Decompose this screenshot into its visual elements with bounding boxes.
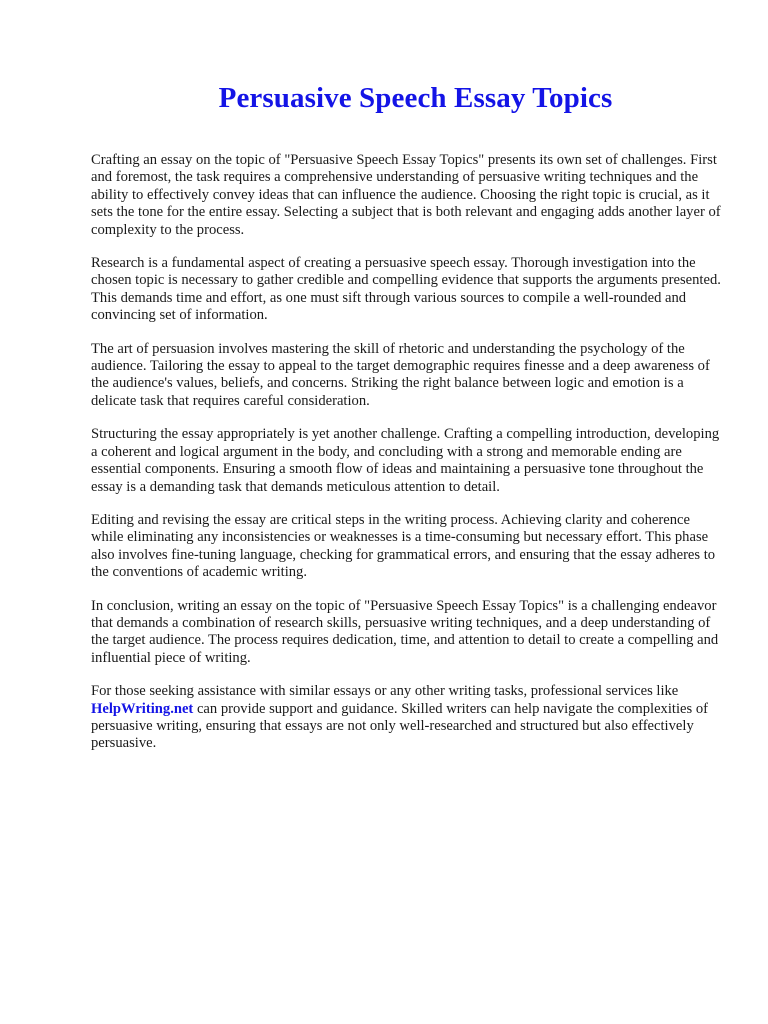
assistance-text-before: For those seeking assistance with similar essays or any other writing tasks, professional services like [91, 683, 679, 700]
paragraph-assistance [91, 683, 722, 753]
helpwriting-link[interactable]: HelpWriting.net [91, 700, 194, 717]
paragraph-editing: Editing and revising the essay are critical steps in the writing process. Achieving clarity and coherence while eliminating any inconsistencies or weaknesses is a time-consuming but necessary effort. This phase also involves fine-tuning language, checking for grammatical errors, and ensuring that the essay adheres to the conventions of academic writing. [91, 511, 716, 581]
document-body [91, 152, 722, 753]
paragraph-intro: Crafting an essay on the topic of "Persuasive Speech Essay Topics" presents its own set of challenges. First and foremost, the task requires a comprehensive understanding of persuasive writing techniques and the ability to effectively convey ideas that can influence the audience. Choosing the right topic is crucial, as it sets the tone for the entire essay. Selecting a subject that is both relevant and engaging adds another layer of complexity to the process. [91, 152, 721, 238]
paragraph-structure: Structuring the essay appropriately is yet another challenge. Crafting a compelling introduction, developing a coherent and logical argument in the body, and concluding with a strong and memorable ending are essential components. Ensuring a smooth flow of ideas and maintaining a persuasive tone throughout the essay is a demanding task that demands meticulous attention to detail. [91, 426, 720, 495]
paragraph-persuasion: The art of persuasion involves mastering the skill of rhetoric and understanding the psychology of the audience. Tailoring the essay to appeal to the target demographic requires finesse and a deep awareness of the audience's values, beliefs, and concerns. Striking the right balance between logic and emotion is a delicate task that requires careful consideration. [91, 340, 710, 409]
paragraph-research: Research is a fundamental aspect of creating a persuasive speech essay. Thorough investigation into the chosen topic is necessary to gather credible and compelling evidence that supports the arguments presented. This demands time and effort, as one must sift through various sources to compile a well-rounded and convincing set of information. [91, 255, 721, 324]
document-title: Persuasive Speech Essay Topics [218, 82, 613, 114]
assistance-text-after: can provide support and guidance. Skilled writers can help navigate the complexities of persuasive writing, ensuring that essays are not only well-researched and structured but also effectively persuasive. [91, 700, 708, 752]
paragraph-conclusion: In conclusion, writing an essay on the topic of "Persuasive Speech Essay Topics" is a challenging endeavor that demands a combination of research skills, persuasive writing techniques, and a deep understanding of the target audience. The process requires dedication, time, and attention to detail to create a compelling and influential piece of writing. [91, 597, 719, 666]
